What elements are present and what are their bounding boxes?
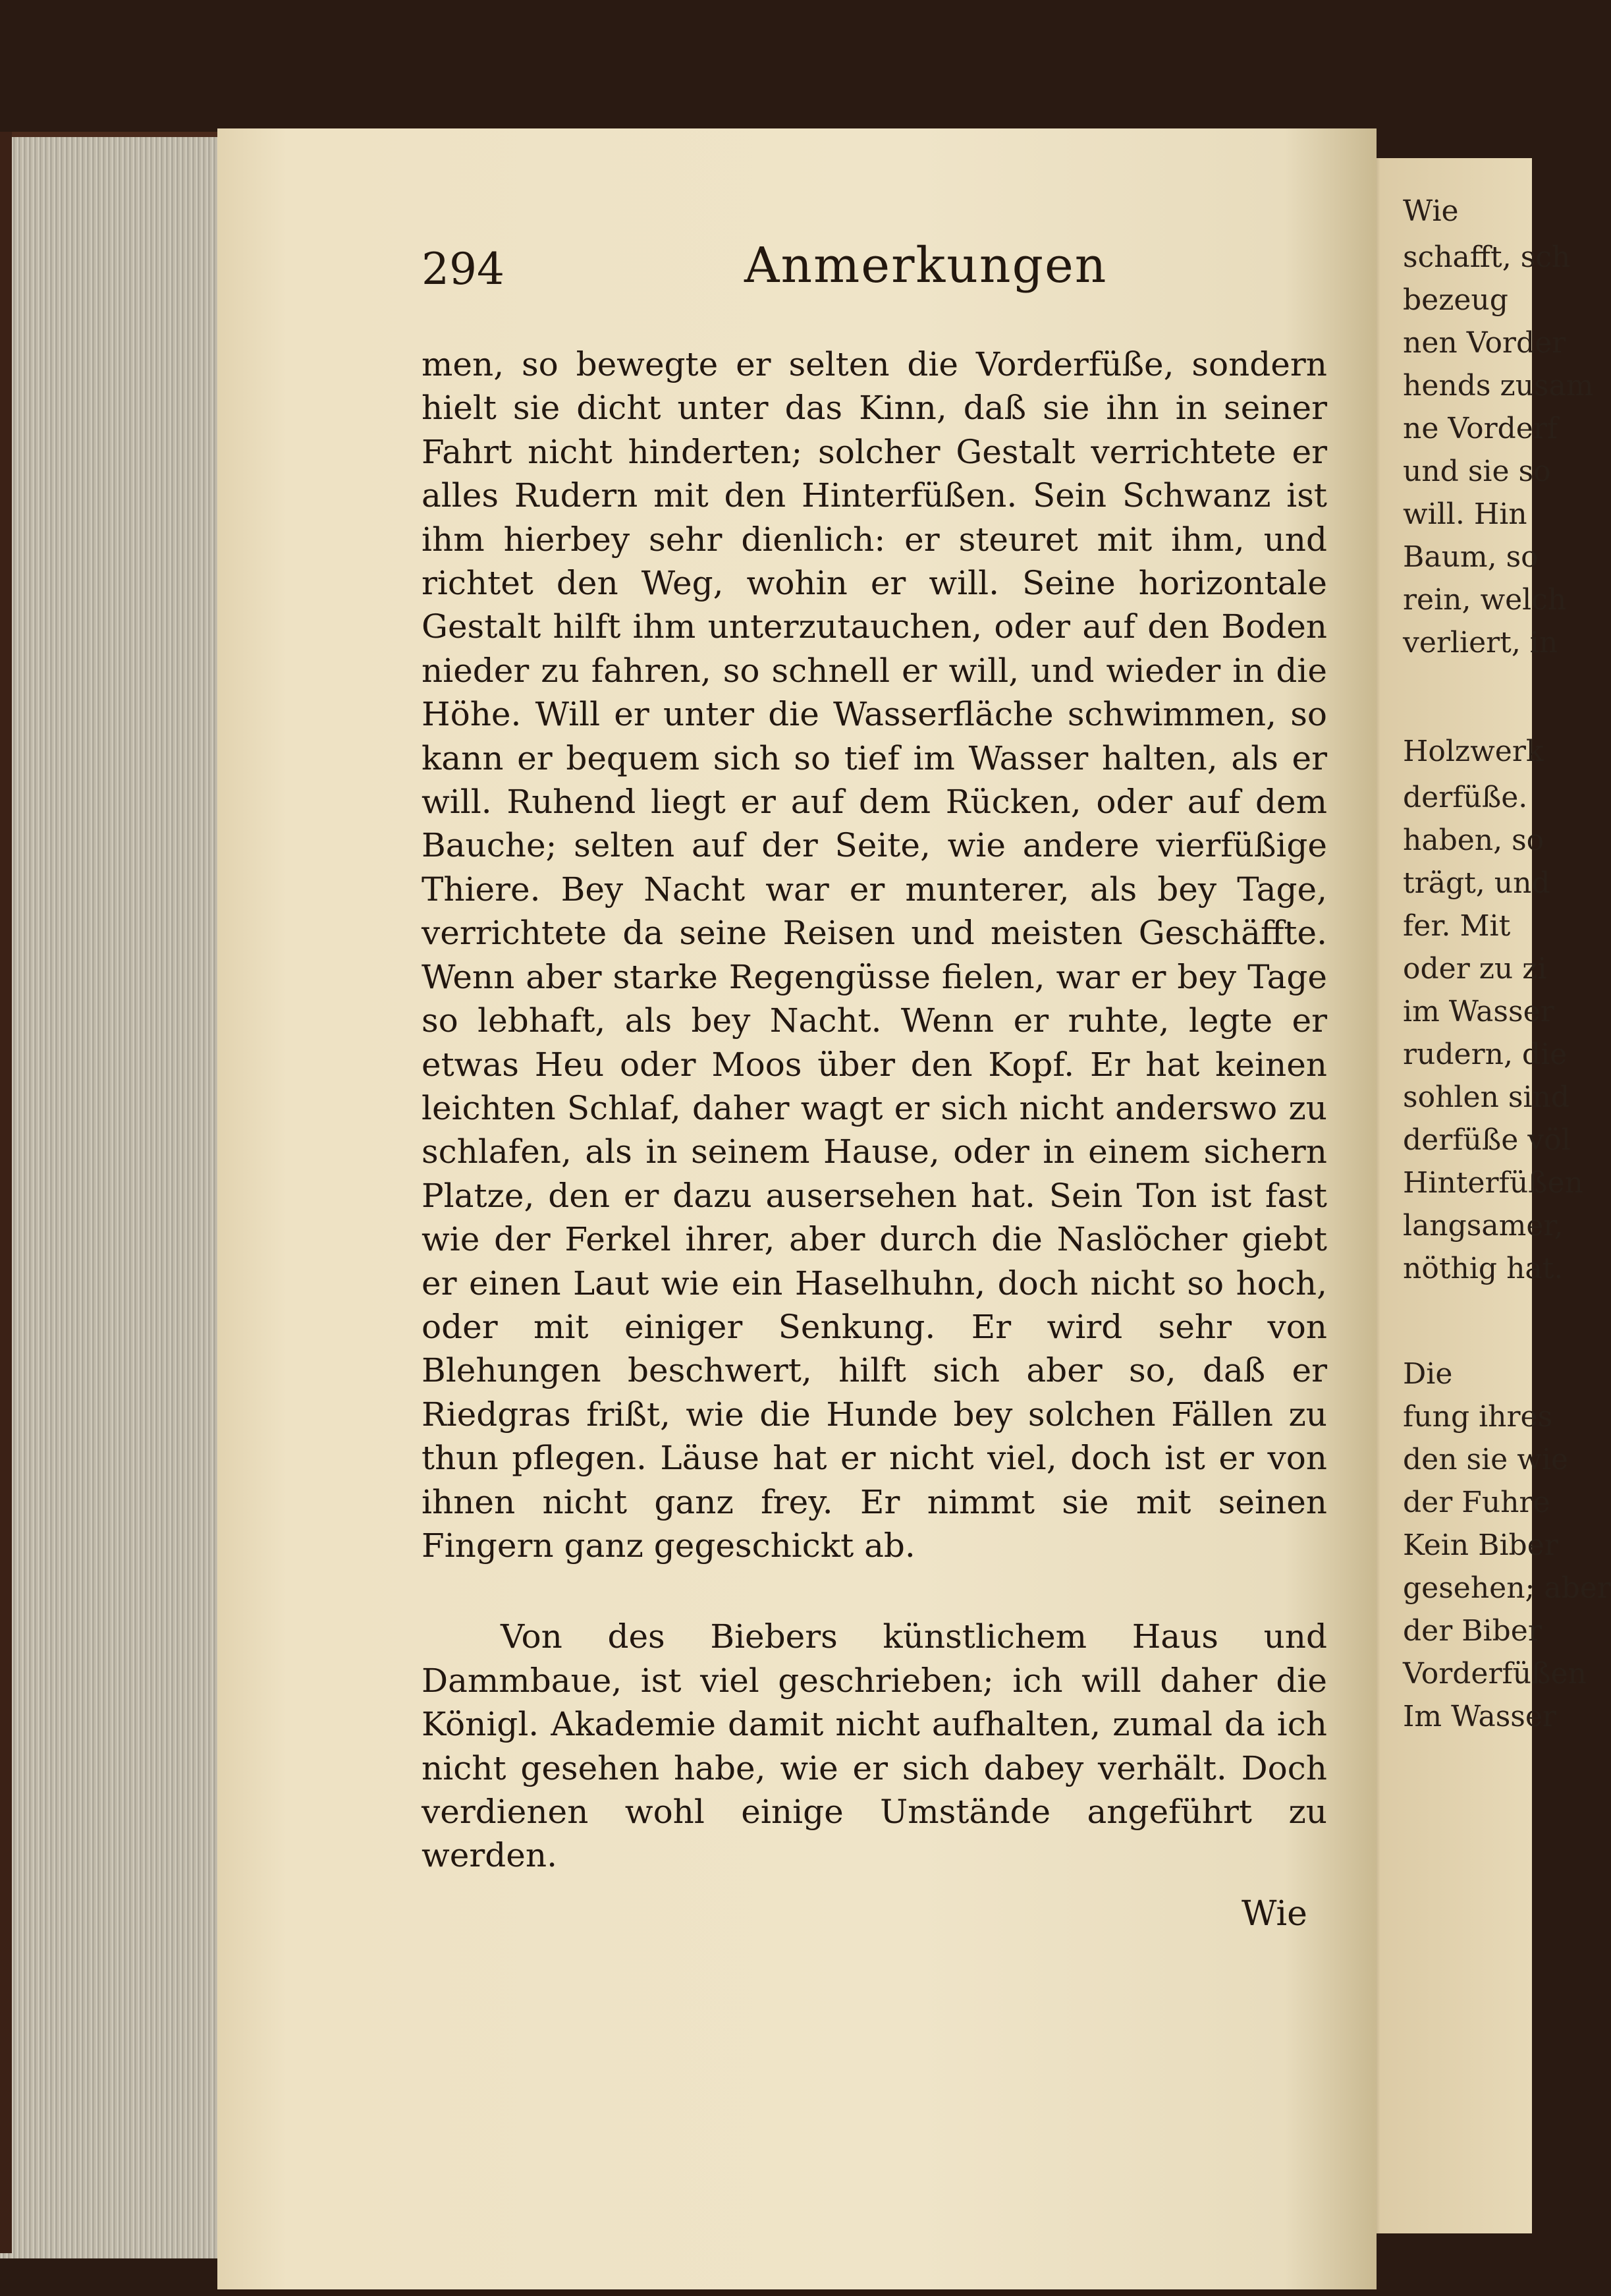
page-body — [422, 343, 1327, 1878]
facing-page-line: Im Wasser — [1403, 1700, 1556, 1733]
facing-page-line: Baum, so — [1403, 540, 1539, 574]
paragraph: men, so bewegte er selten die Vorderfüße, sondern hielt sie dicht unter das Kinn, daß sie ihn in seiner Fahrt nicht hinderten; solcher Gestalt verrichtete er alles Rudern mit den Hinterfüßen. Sein Schwanz ist ihm hierbey sehr dienlich: er steuret mit ihm, und richtet den Weg, wohin er will. Seine horizontale Gestalt hilft ihm unterzutauchen, oder auf den Boden nieder zu fahren, so schnell er will, und wieder in die Höhe. Will er unter die Wasserfläche schwimmen, so kann er bequem sich so tief im Wasser halten, als er will. Ruhend liegt er auf dem Rücken, oder auf dem Bauche; selten auf der Seite, wie andere vierfüßige Thiere. Bey Nacht war er munterer, als bey Tage, verrichtete da seine Reisen und meisten Geschäffte. Wenn aber starke Regengüsse fielen, war er bey Tage so lebhaft, als bey Nacht. Wenn er ruhte, legte er etwas Heu oder Moos über den Kopf. Er hat keinen leichten Schlaf, daher wagt er sich nicht anderswo zu schlafen, als in seinem Hause, oder in einem sichern Platze, den er dazu ausersehen hat. Sein Ton ist fast wie der Ferkel ihrer, aber durch die Naslöcher giebt er einen Laut wie ein Haselhuhn, doch nicht so hoch, oder mit einiger Senkung. Er wird sehr von Blehungen beschwert, hilft sich aber so, daß er Riedgras frißt, wie die Hunde bey solchen Fällen zu thun pflegen. Läuse hat er nicht viel, doch ist er von ihnen nicht ganz frey. Er nimmt sie mit seinen Fingern ganz gegeschickt ab. — [422, 345, 1327, 1565]
facing-page-line: und sie so — [1403, 455, 1551, 488]
facing-page-line: im Wasser — [1403, 995, 1554, 1028]
facing-page-line: derfüße. — [1403, 781, 1528, 814]
catchword: Wie — [1242, 1894, 1307, 1934]
facing-page-line: rein, welch — [1403, 583, 1567, 617]
page-number: 294 — [422, 244, 505, 294]
facing-page-line: nöthig hat. — [1403, 1252, 1564, 1285]
facing-page-line: verliert, in — [1403, 626, 1558, 659]
facing-page-line: sohlen sind — [1403, 1080, 1570, 1114]
facing-page-line: Hinterfüßen — [1403, 1166, 1583, 1200]
facing-page-line: ne Vorderf — [1403, 412, 1558, 445]
book-cover-edge — [0, 132, 12, 2253]
facing-page-line: langsamer, — [1403, 1209, 1564, 1243]
facing-page-line: schafft, sch — [1403, 240, 1571, 274]
facing-page-line: rudern, die — [1403, 1038, 1568, 1071]
facing-page-line: nen Vorder — [1403, 326, 1566, 360]
facing-page-line: hends zusam — [1403, 369, 1594, 403]
facing-page-line: bezeug — [1403, 283, 1508, 317]
facing-page-line: den sie wie — [1403, 1443, 1568, 1476]
facing-page-line: oder zu zi — [1403, 952, 1547, 986]
facing-page-line: Kein Biber — [1403, 1528, 1558, 1562]
facing-page-line: Wie — [1403, 194, 1459, 228]
facing-page-line: gesehen; aber — [1403, 1571, 1611, 1605]
book-page-edges — [0, 132, 224, 2258]
facing-page-line: der Biber — [1403, 1614, 1542, 1648]
facing-page-line: haben, so — [1403, 824, 1544, 857]
paragraph: Von des Biebers künstlichem Haus und Dammbaue, ist viel geschrieben; ich will daher die Königl. Akademie damit nicht aufhalten, zumal da ich nicht gesehen habe, wie er sich dabey verhält. Doch verdienen wohl einige Umstände angeführt zu werden. — [422, 1617, 1327, 1875]
page-header — [422, 237, 1370, 316]
facing-page — [1363, 158, 1611, 2233]
running-title: Anmerkungen — [744, 237, 1108, 294]
facing-page-line: Die — [1403, 1357, 1453, 1391]
facing-page-line: derfüße völ — [1403, 1123, 1571, 1157]
facing-page-line: der Fuhre — [1403, 1486, 1550, 1519]
facing-page-line: fer. Mit — [1403, 909, 1511, 943]
facing-page-line: trägt, und — [1403, 866, 1550, 900]
facing-page-line: Vorderfüßen — [1403, 1657, 1587, 1691]
facing-page-line: Holzwerk — [1403, 735, 1544, 768]
facing-page-line: fung ihres — [1403, 1400, 1553, 1434]
facing-page-line: will. Hin — [1403, 497, 1527, 531]
